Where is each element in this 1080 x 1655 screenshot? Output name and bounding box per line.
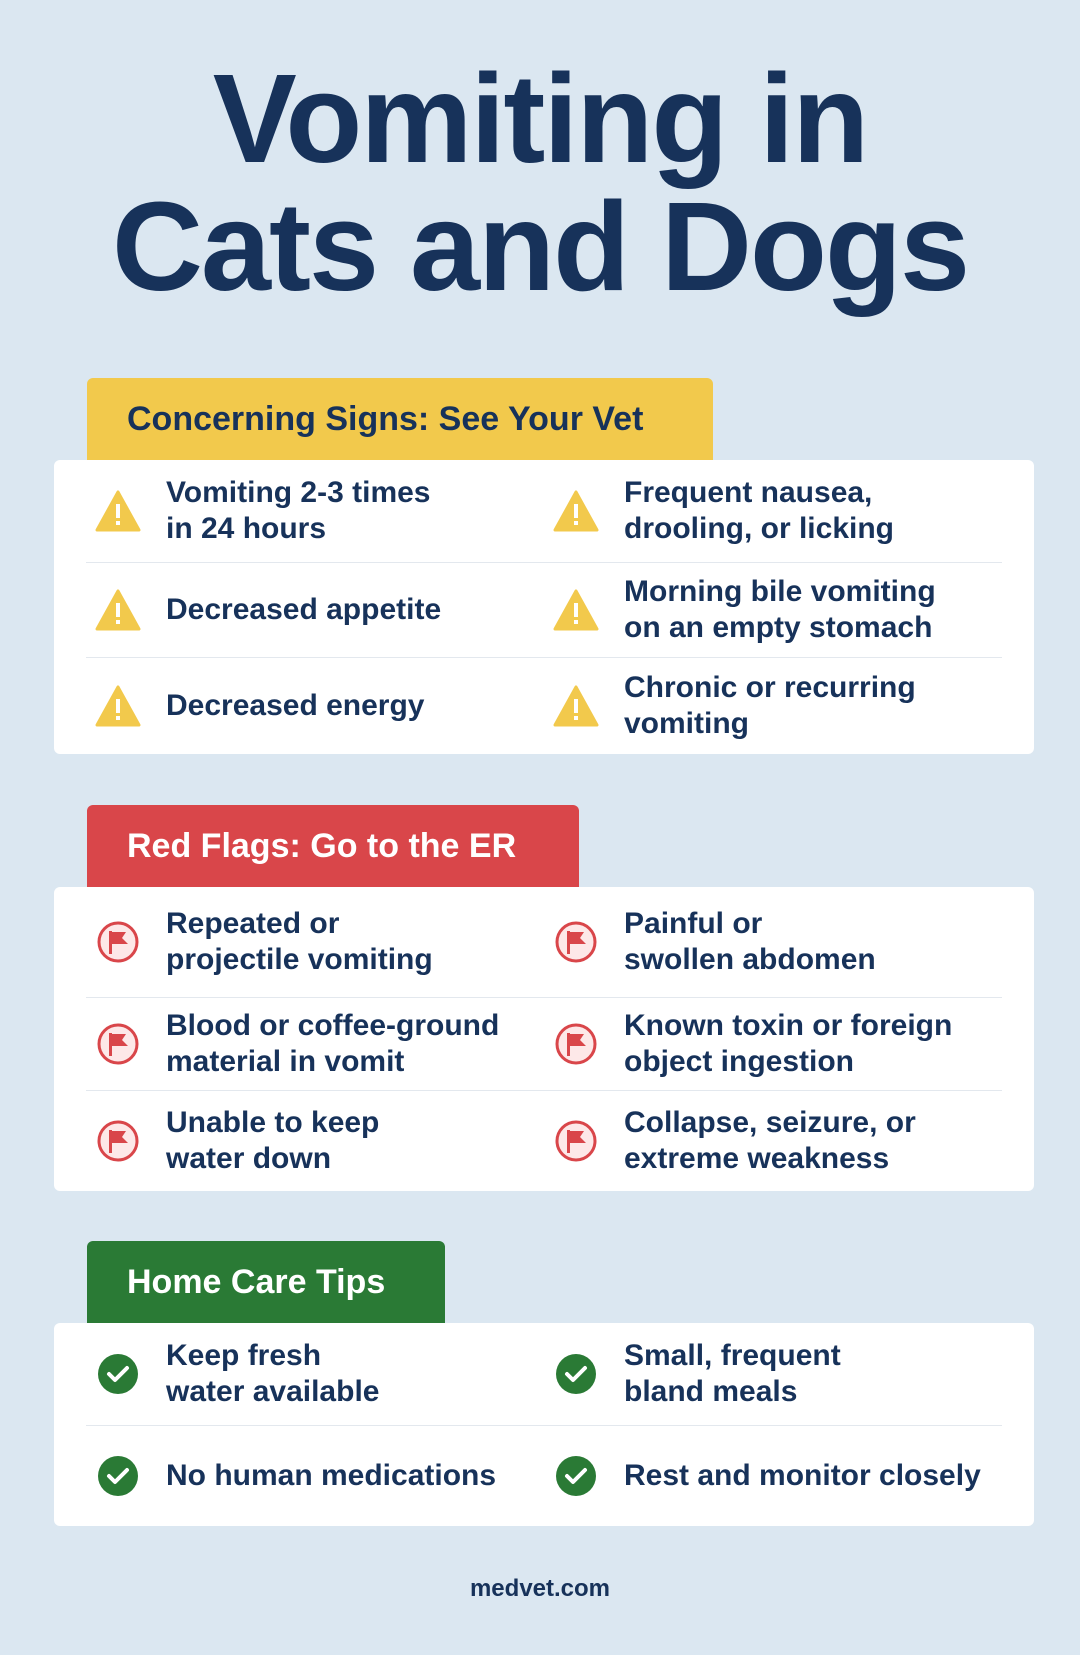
item-text: Small, frequent bland meals <box>624 1339 841 1408</box>
item-text: Decreased appetite <box>166 593 442 626</box>
list-item <box>544 1426 1002 1526</box>
red-flags-heading: Red Flags: Go to the ER <box>87 805 579 887</box>
item-text: Blood or coffee-ground material in vomit <box>166 1009 500 1078</box>
home-care-card <box>54 1323 1034 1526</box>
warning-icon <box>552 682 600 730</box>
check-icon <box>94 1350 142 1398</box>
warning-icon <box>552 487 600 535</box>
check-icon <box>552 1350 600 1398</box>
list-row <box>86 1323 1002 1426</box>
item-text: Vomiting 2-3 times in 24 hours <box>166 476 431 545</box>
red-flag-icon <box>94 918 142 966</box>
footer-site-name: medvet.com <box>469 1575 611 1602</box>
title-line-2: Cats and Dogs <box>111 176 969 317</box>
item-text: Repeated or projectile vomiting <box>166 907 433 976</box>
item-text: Painful or swollen abdomen <box>624 907 876 976</box>
item-text: Rest and monitor closely <box>624 1459 981 1492</box>
red-flag-icon <box>94 1117 142 1165</box>
item-text: Frequent nausea, drooling, or licking <box>624 476 894 545</box>
list-row <box>86 658 1002 754</box>
list-item <box>86 658 544 754</box>
list-item <box>86 563 544 657</box>
concerning-signs-card <box>54 460 1034 754</box>
list-item <box>86 887 544 997</box>
home-care-heading: Home Care Tips <box>87 1241 445 1323</box>
list-item <box>544 887 1002 997</box>
item-text: No human medications <box>166 1459 497 1492</box>
red-flag-icon <box>94 1020 142 1068</box>
concerning-signs-heading: Concerning Signs: See Your Vet <box>87 378 713 460</box>
list-row <box>86 563 1002 658</box>
item-text: Collapse, seizure, or extreme weakness <box>624 1106 916 1175</box>
warning-icon <box>94 487 142 535</box>
list-item <box>544 998 1002 1090</box>
list-row <box>86 1426 1002 1526</box>
list-row <box>86 998 1002 1091</box>
red-flag-icon <box>552 1117 600 1165</box>
warning-icon <box>552 586 600 634</box>
list-item <box>544 460 1002 562</box>
item-text: Chronic or recurring vomiting <box>624 671 916 740</box>
list-item <box>86 1323 544 1425</box>
item-text: Morning bile vomiting on an empty stomach <box>624 575 936 644</box>
red-flag-icon <box>552 918 600 966</box>
red-flag-icon <box>552 1020 600 1068</box>
list-item <box>86 998 544 1090</box>
warning-icon <box>94 586 142 634</box>
list-item <box>544 658 1002 754</box>
list-item <box>86 460 544 562</box>
page-title <box>0 48 1080 317</box>
list-row <box>86 460 1002 563</box>
list-row <box>86 887 1002 998</box>
title-line-1: Vomiting in <box>212 48 868 189</box>
item-text: Decreased energy <box>166 689 425 722</box>
item-text: Keep fresh water available <box>166 1339 380 1408</box>
red-flags-card <box>54 887 1034 1191</box>
list-item <box>86 1426 544 1526</box>
item-text: Known toxin or foreign object ingestion <box>624 1009 953 1078</box>
list-item <box>544 1091 1002 1191</box>
list-item <box>544 1323 1002 1425</box>
check-icon <box>552 1452 600 1500</box>
warning-icon <box>94 682 142 730</box>
item-text: Unable to keep water down <box>166 1106 380 1175</box>
check-icon <box>94 1452 142 1500</box>
list-row <box>86 1091 1002 1191</box>
list-item <box>544 563 1002 657</box>
list-item <box>86 1091 544 1191</box>
